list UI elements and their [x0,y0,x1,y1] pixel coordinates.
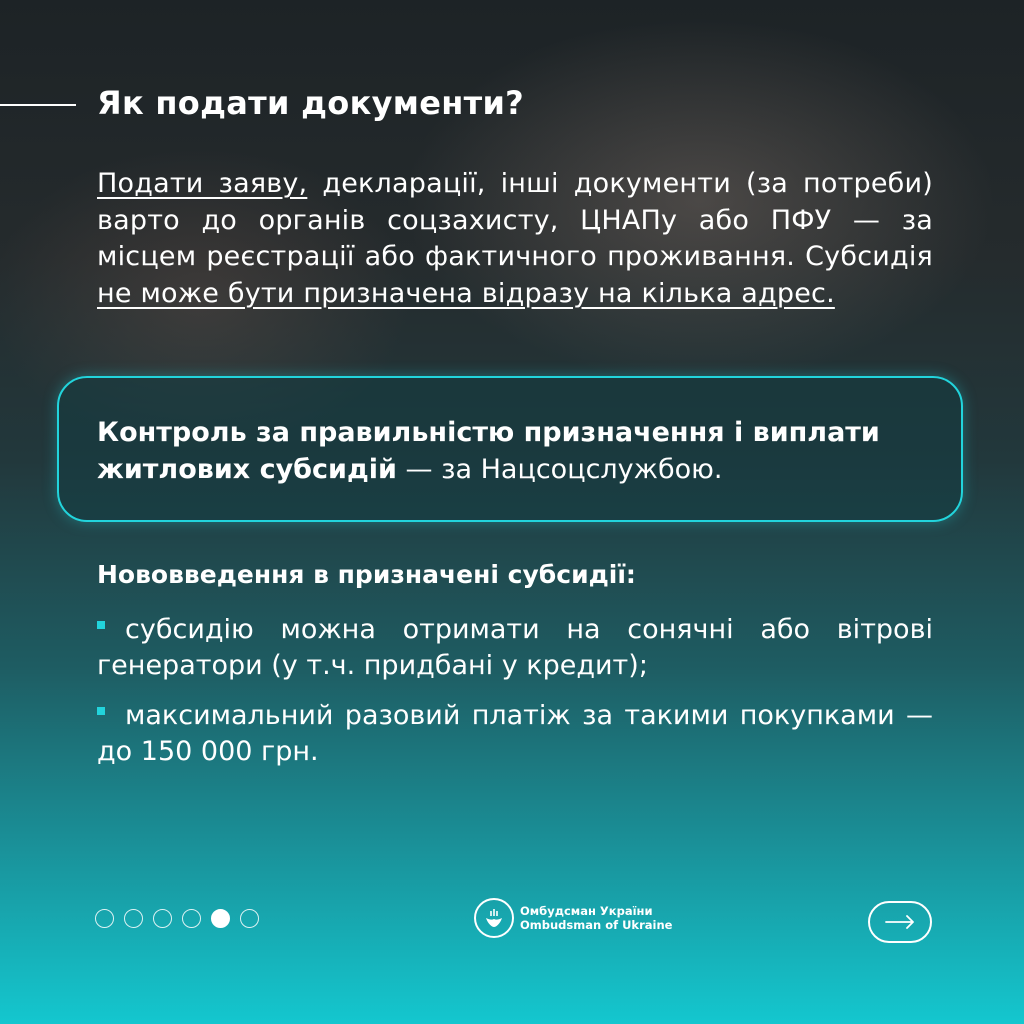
highlight-bold: Контроль за правильністю призначення і виплати житлових субсидій [97,417,880,485]
innovations-title: Нововведення в призначені субсидії: [97,560,636,589]
page-dot[interactable] [240,909,259,928]
page-dot[interactable] [153,909,172,928]
page-dot[interactable] [124,909,143,928]
page-title: Як подати документи? [97,84,525,122]
page-dot[interactable] [95,909,114,928]
square-bullet-icon [97,707,105,715]
ombudsman-logo-icon [474,898,514,938]
page-dot-active[interactable] [211,909,230,928]
logo-line-ua: Омбудсман України [520,904,653,918]
page-dot[interactable] [182,909,201,928]
list-item [97,698,933,770]
list-item [97,612,933,684]
square-bullet-icon [97,621,105,629]
ombudsman-logo [474,898,672,938]
intro-text: декларації, інші документи (за потреби) варто до органів соцзахисту, ЦНАПу або ПФУ — за місцем реєстрації або фактичного проживання. Субсидія [97,168,933,272]
highlight-text [97,414,947,488]
addresses-link[interactable]: не може бути призначена відразу на кілька адрес. [97,277,835,309]
list-item-text: максимальний разовий платіж за такими покупками — до 150 000 грн. [97,700,933,767]
logo-line-en: Ombudsman of Ukraine [520,918,673,932]
highlight-rest: — за Нацсоцслужбою. [396,454,723,485]
intro-paragraph [97,166,933,312]
list-item-text: субсидію можна отримати на сонячні або вітрові генератори (у т.ч. придбані у кредит); [97,614,933,681]
pagination-dots [95,909,259,928]
apply-link[interactable]: Подати заяву, [97,168,308,199]
heading-rule [0,104,76,106]
next-button[interactable] [868,901,932,943]
arrow-right-icon [885,915,915,929]
